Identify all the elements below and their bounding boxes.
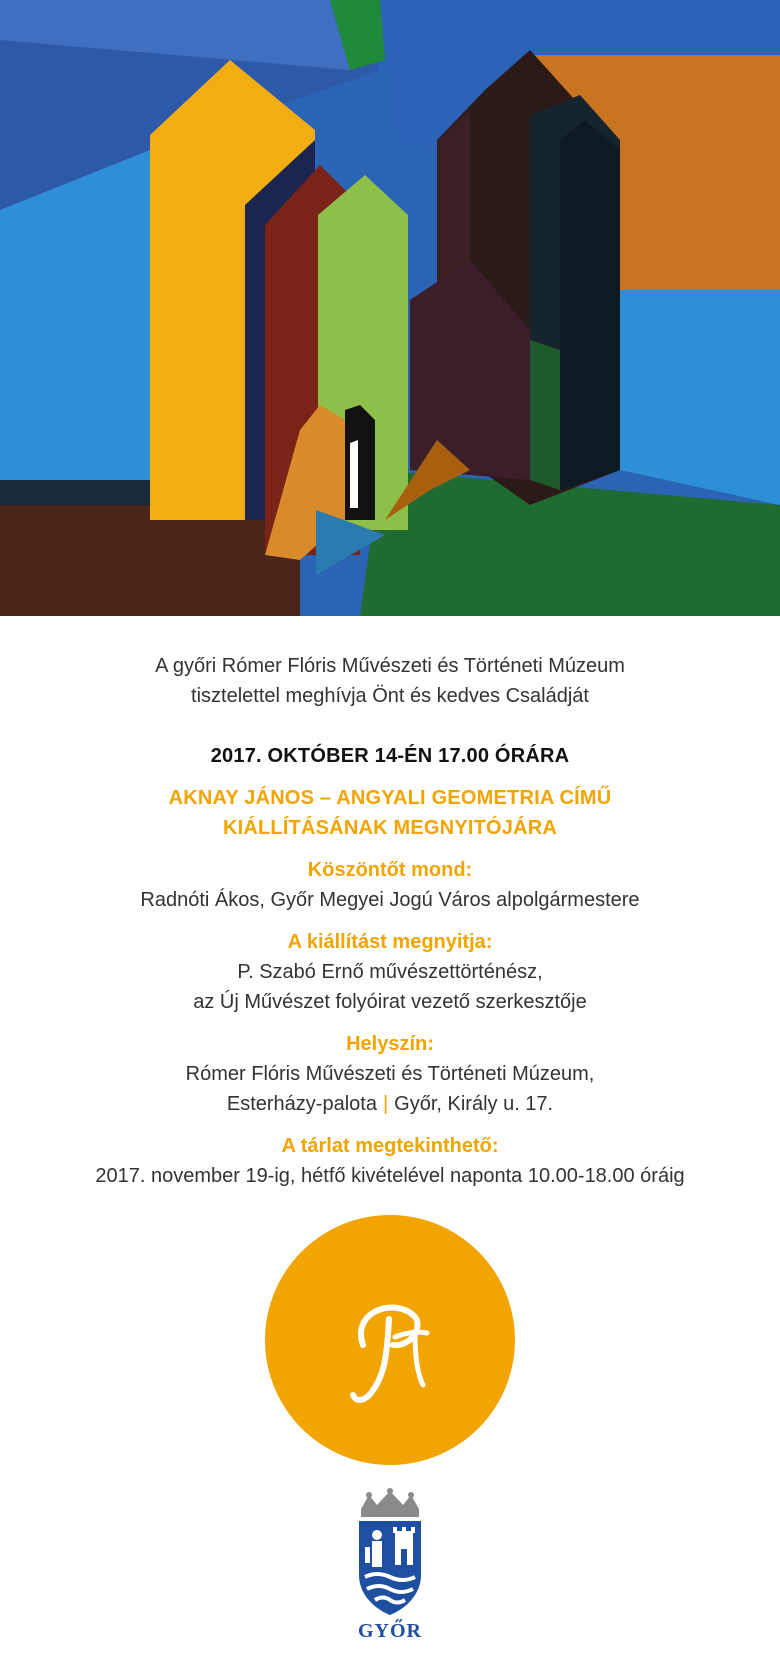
venue-line-2	[0, 1089, 780, 1119]
intro-line-2: tisztelettel meghívja Önt és kedves Családját	[191, 685, 589, 707]
exhibition-title-line-1: AKNAY JÁNOS – ANGYALI GEOMETRIA CÍMŰ	[168, 787, 612, 809]
museum-logo	[265, 1215, 515, 1465]
venue-address: Győr, Király u. 17.	[394, 1093, 554, 1115]
greeting-label: Köszöntőt mond:	[307, 859, 473, 881]
city-name: GYŐR	[358, 1620, 422, 1642]
greeting-person: Radnóti Ákos, Győr Megyei Jogú Város alpolgármestere	[140, 889, 640, 911]
viewing-text: 2017. november 19-ig, hétfő kivételével naponta 10.00-18.00 óráig	[95, 1165, 685, 1187]
exhibition-title-line-2: KIÁLLÍTÁSÁNAK MEGNYITÓJÁRA	[222, 817, 558, 839]
event-date-time: 2017. OKTÓBER 14-ÉN 17.00 ÓRÁRA	[210, 745, 570, 767]
gyor-coat-of-arms-icon	[355, 1487, 425, 1617]
viewing-label: A tárlat megtekinthető:	[281, 1135, 499, 1157]
venue-label: Helyszín:	[346, 1033, 434, 1055]
venue-line-1: Rómer Flóris Művészeti és Történeti Múzeum,	[185, 1063, 595, 1085]
geometric-painting-image	[0, 0, 780, 616]
intro-line-1: A győri Rómer Flóris Művészeti és Történeti Múzeum	[155, 655, 625, 677]
opening-speaker-line-1: P. Szabó Ernő művészettörténész,	[237, 961, 543, 983]
venue-building: Esterházy-palota	[226, 1093, 377, 1115]
opening-label: A kiállítást megnyitja:	[287, 931, 493, 953]
venue-separator: |	[382, 1093, 389, 1115]
opening-speaker-line-2: az Új Művészet folyóirat vezető szerkesztője	[193, 991, 587, 1013]
rf-monogram-icon	[265, 1215, 515, 1465]
